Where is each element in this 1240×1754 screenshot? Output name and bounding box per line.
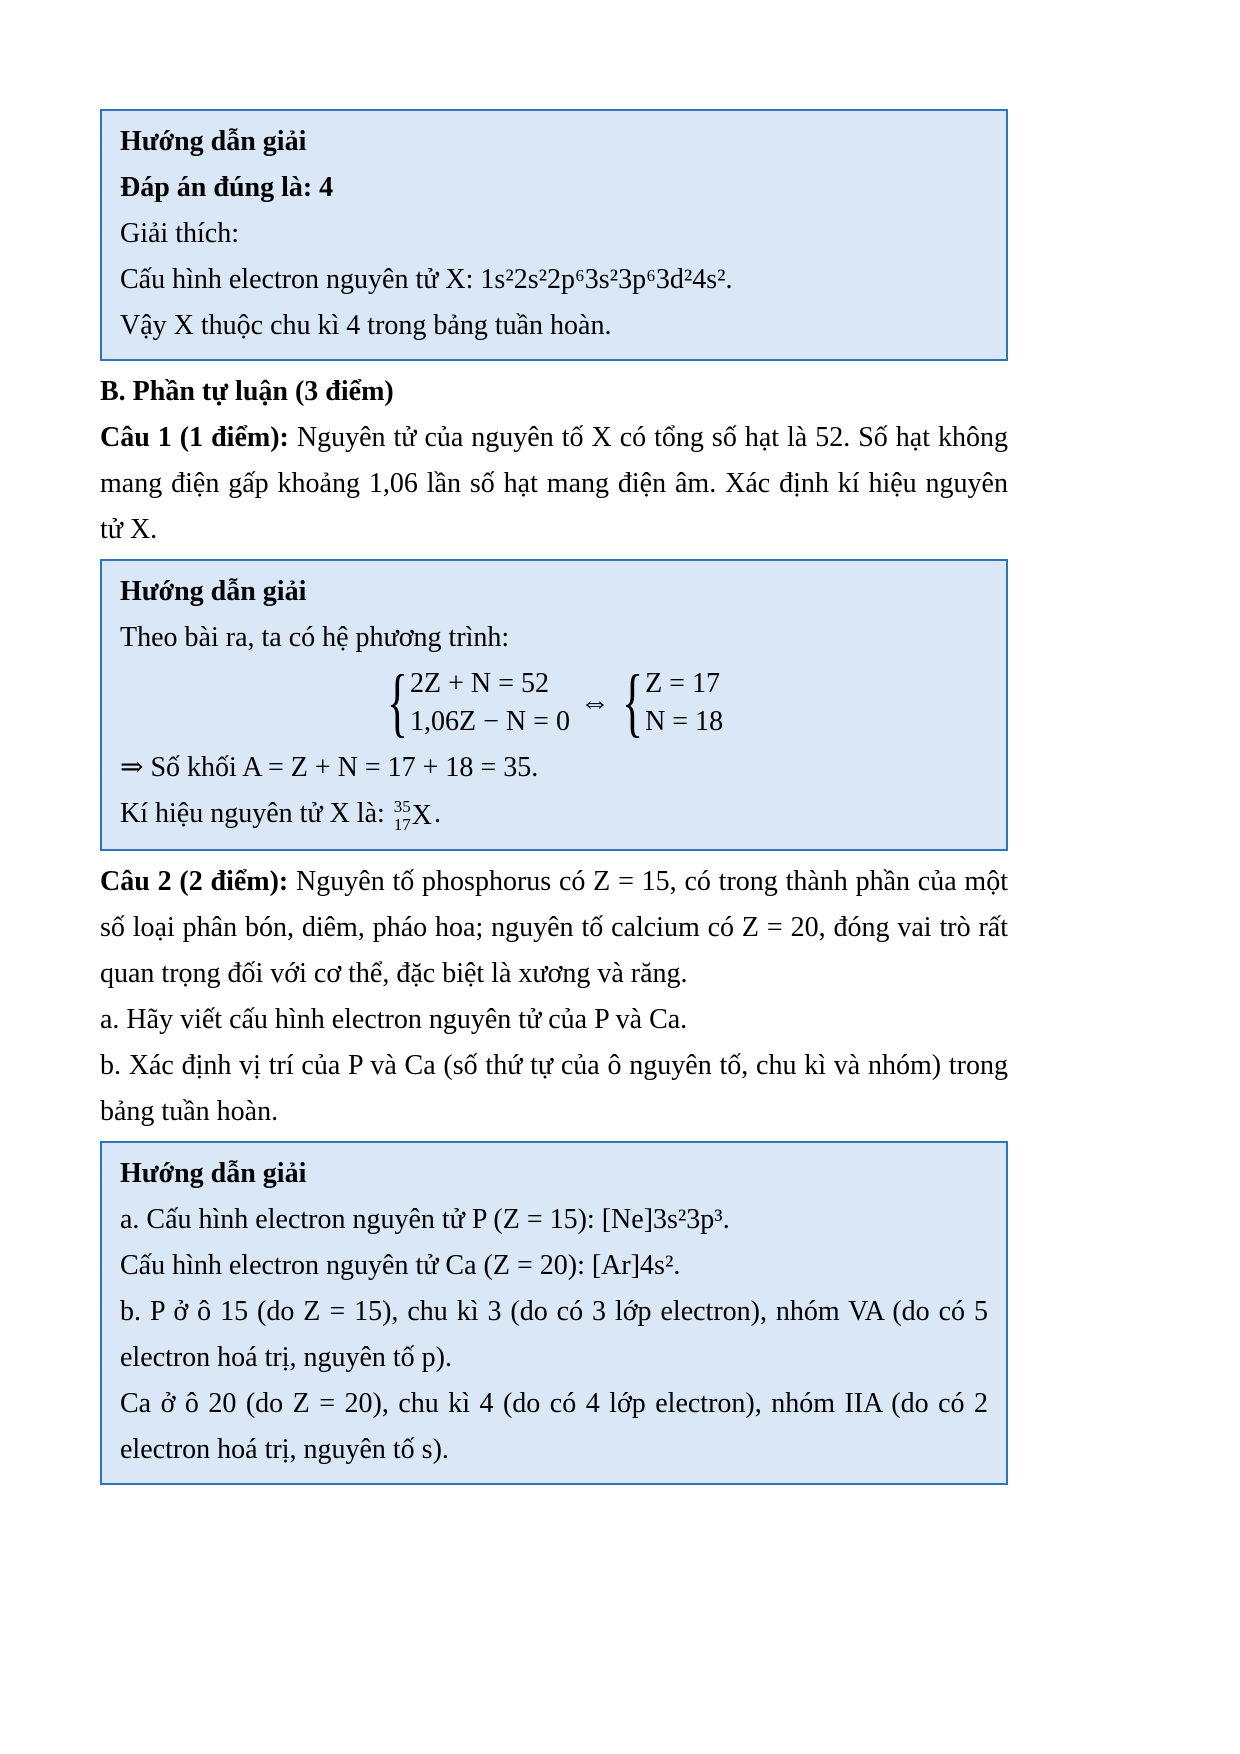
question-2 [100, 859, 1008, 997]
right-equation-column [645, 667, 723, 739]
mass-number: 35 [393, 796, 411, 816]
section-b-heading: B. Phần tự luận (3 điểm) [100, 376, 394, 407]
mass-number-conclusion: ⇒ Số khối A = Z + N = 17 + 18 = 35. [120, 752, 539, 783]
position-ca-line: Ca ở ô 20 (do Z = 20), chu kì 4 (do có 4 lớp electron), nhóm IIA (do có 2 electron hoá trị, nguyên tố s). [120, 1387, 988, 1465]
element-symbol: X [411, 799, 433, 831]
isotope-number-stack [394, 798, 411, 834]
solution-box-1 [100, 109, 1008, 361]
solution-box-2 [100, 559, 1008, 851]
question-2-item-a: a. Hãy viết cấu hình electron nguyên tử của P và Ca. [100, 1003, 688, 1035]
question-2-text: Nguyên tố phosphorus có Z = 15, có trong thành phần của một số loại phân bón, diêm, pháo hoa; nguyên tố calcium có Z = 20, đóng vai trò rất quan trọng đối với cơ thể, đặc biệt là xương và răng. [100, 865, 1008, 989]
equation-line: Z = 17 [645, 668, 720, 699]
explain-label: Giải thích: [120, 218, 239, 249]
question-1-label: Câu 1 (1 điểm): [100, 422, 289, 453]
isotope-symbol [394, 793, 432, 839]
left-brace-icon: { [386, 659, 409, 745]
isotope-notation-line [120, 791, 988, 839]
solution-box-2-title: Hướng dẫn giải [120, 576, 307, 607]
electron-config-line: Cấu hình electron nguyên tử X: 1s²2s²2p⁶3s²3p⁶3d²4s². [120, 264, 733, 295]
isotope-prefix: Kí hiệu nguyên tử X là: [120, 798, 392, 829]
solution-box-3-title: Hướng dẫn giải [120, 1157, 307, 1189]
period-conclusion-line: Vậy X thuộc chu kì 4 trong bảng tuần hoàn. [120, 310, 612, 341]
equation-system [120, 659, 988, 745]
question-2-item-b: b. Xác định vị trí của P và Ca (số thứ tự của ô nguyên tố, chu kì và nhóm) trong bảng tuần hoàn. [100, 1049, 1008, 1127]
config-p-line: a. Cấu hình electron nguyên tử P (Z = 15): [Ne]3s²3p³. [120, 1203, 730, 1235]
isotope-suffix: . [434, 798, 442, 829]
solution-box-1-title: Hướng dẫn giải [120, 126, 307, 157]
correct-answer-line: Đáp án đúng là: 4 [120, 172, 334, 203]
atomic-number: 17 [393, 814, 411, 834]
document-page [100, 0, 1008, 1485]
equation-line: 2Z + N = 52 [410, 668, 549, 699]
equation-line: 1,06Z − N = 0 [410, 706, 570, 737]
iff-arrow-icon: ⇔ [579, 686, 610, 719]
equation-line: N = 18 [645, 706, 724, 737]
right-brace-icon: { [621, 659, 644, 745]
question-1 [100, 415, 1008, 553]
config-ca-line: Cấu hình electron nguyên tử Ca (Z = 20): [Ar]4s². [120, 1249, 681, 1281]
question-2-label: Câu 2 (2 điểm): [100, 865, 289, 897]
solution-box-3 [100, 1141, 1008, 1485]
position-p-line: b. P ở ô 15 (do Z = 15), chu kì 3 (do có 3 lớp electron), nhóm VA (do có 5 electron hoá trị, nguyên tố p). [120, 1295, 988, 1373]
question-1-text: Nguyên tử của nguyên tố X có tổng số hạt là 52. Số hạt không mang điện gấp khoảng 1,06 lần số hạt mang điện âm. Xác định kí hiệu nguyên tử X. [100, 422, 1008, 545]
system-intro-line: Theo bài ra, ta có hệ phương trình: [120, 622, 510, 653]
left-equation-column [410, 667, 570, 739]
